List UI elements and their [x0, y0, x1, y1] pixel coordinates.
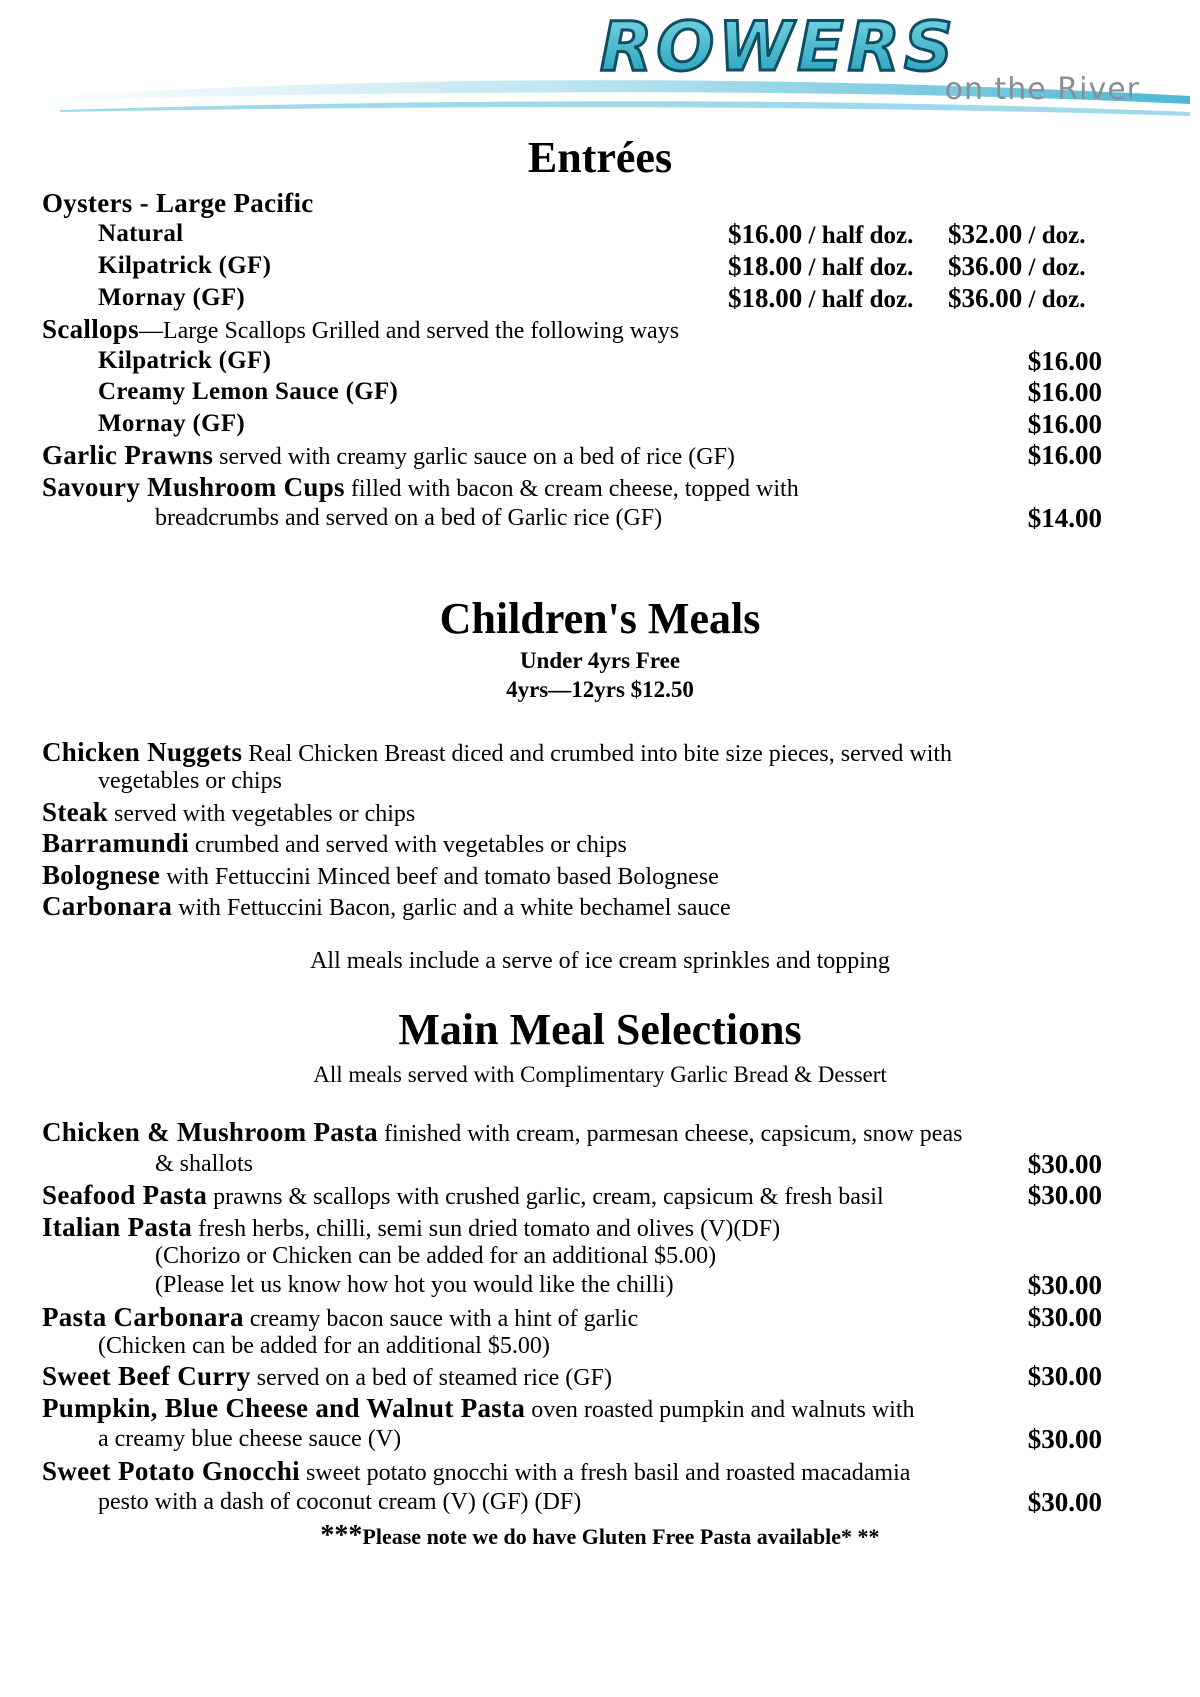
oyster-row	[98, 218, 1102, 250]
main-item-cont	[155, 1148, 1102, 1180]
children-note: All meals include a serve of ice cream sprinkles and topping	[310, 948, 890, 974]
item-name: Sweet Potato Gnocchi	[42, 1456, 300, 1486]
item-desc: oven roasted pumpkin and walnuts with	[525, 1397, 915, 1423]
item-price: $30.00	[1027, 1180, 1102, 1210]
item-desc: with Fettuccini Bacon, garlic and a white bechamel sauce	[172, 895, 731, 921]
oysters-heading	[42, 187, 1102, 219]
item-desc: fresh herbs, chilli, semi sun dried tomato and olives (V)(DF)	[192, 1216, 781, 1242]
logo-wordmark: ROWERS	[600, 8, 957, 87]
main-item	[42, 1179, 1102, 1211]
item-name: Pasta Carbonara	[42, 1302, 244, 1332]
oyster-name: Natural	[98, 220, 184, 247]
item-desc: with Fettuccini Minced beef and tomato based Bolognese	[160, 864, 719, 890]
oyster-half-price: $16.00 / half doz.	[728, 219, 914, 249]
item-name: Steak	[42, 797, 109, 827]
child-item	[42, 796, 1102, 828]
item-price: $14.00	[1027, 503, 1102, 533]
logo-subtitle: on the River	[944, 72, 1140, 107]
oyster-name: Mornay (GF)	[98, 284, 246, 311]
item-desc: finished with cream, parmesan cheese, capsicum, snow peas	[377, 1121, 963, 1147]
item-name: Garlic Prawns	[42, 440, 214, 470]
main-item-cont	[155, 1240, 1102, 1272]
item-price: $30.00	[1027, 1361, 1102, 1391]
item-desc: (Please let us know how hot you would like the chilli)	[155, 1272, 674, 1298]
child-item	[42, 859, 1102, 891]
child-item	[42, 736, 1102, 768]
children-sub2: 4yrs—12yrs $12.50	[506, 677, 694, 702]
item-desc: crumbed and served with vegetables or chips	[189, 832, 627, 858]
item-desc: a creamy blue cheese sauce (V)	[98, 1426, 402, 1452]
item-name: Italian Pasta	[42, 1212, 193, 1242]
main-item-cont	[98, 1330, 1102, 1362]
main-item-cont	[98, 1486, 1102, 1518]
item-desc: prawns & scallops with crushed garlic, cream, capsicum & fresh basil	[207, 1184, 884, 1210]
item-price: $30.00	[1027, 1270, 1102, 1300]
item-price: $16.00	[1027, 440, 1102, 470]
garlic-prawns-row	[42, 439, 1102, 471]
scallop-price: $16.00	[1027, 409, 1102, 439]
gluten-free-note	[0, 1520, 1200, 1552]
oyster-half-price: $18.00 / half doz.	[728, 283, 914, 313]
item-name: Seafood Pasta	[42, 1180, 208, 1210]
item-name: Savoury Mushroom Cups	[42, 472, 345, 502]
children-sub1: Under 4yrs Free	[519, 648, 681, 673]
main-item-cont	[98, 1423, 1102, 1455]
header-logo	[0, 0, 1200, 130]
item-desc: (Chorizo or Chicken can be added for an additional $5.00)	[155, 1243, 717, 1269]
item-desc: sweet potato gnocchi with a fresh basil and roasted macadamia	[299, 1460, 911, 1486]
oyster-dozen-price: $36.00 / doz.	[948, 283, 1086, 313]
mushroom-cups-row	[42, 471, 1102, 503]
item-desc: creamy bacon sauce with a hint of garlic	[243, 1306, 639, 1332]
item-name: Sweet Beef Curry	[42, 1361, 251, 1391]
item-desc: (Chicken can be added for an additional $5.00)	[98, 1333, 550, 1359]
main-item	[42, 1211, 1102, 1243]
item-desc: vegetables or chips	[98, 768, 282, 794]
logo-swoosh-graphic	[0, 0, 1200, 130]
oyster-row	[98, 282, 1102, 314]
oyster-row	[98, 250, 1102, 282]
item-name: Bolognese	[42, 860, 161, 890]
oyster-dozen-price: $32.00 / doz.	[948, 219, 1086, 249]
item-desc: Real Chicken Breast diced and crumbed into bite size pieces, served with	[242, 741, 953, 767]
item-desc: pesto with a dash of coconut cream (V) (GF) (DF)	[98, 1489, 582, 1515]
item-desc: filled with bacon & cream cheese, topped with	[344, 476, 799, 502]
gf-text: Please note we do have Gluten Free Pasta available* **	[362, 1524, 880, 1549]
main-item	[42, 1301, 1102, 1333]
item-desc: served with creamy garlic sauce on a bed of rice (GF)	[213, 444, 735, 470]
scallop-row	[98, 376, 1102, 408]
item-name: Pumpkin, Blue Cheese and Walnut Pasta	[42, 1393, 526, 1423]
scallop-row	[98, 345, 1102, 377]
main-item	[42, 1360, 1102, 1392]
item-price: $30.00	[1027, 1302, 1102, 1332]
item-price: $30.00	[1027, 1424, 1102, 1454]
scallop-name: Creamy Lemon Sauce (GF)	[98, 378, 399, 405]
item-name: Carbonara	[42, 891, 173, 921]
item-desc: served with vegetables or chips	[108, 801, 416, 827]
main-item	[42, 1455, 1102, 1487]
item-price: $30.00	[1027, 1149, 1102, 1179]
child-item	[42, 827, 1102, 859]
scallops-desc: —Large Scallops Grilled and served the following ways	[138, 318, 680, 344]
mains-subtitle: All meals served with Complimentary Garlic Bread & Dessert	[313, 1062, 887, 1087]
entrees-title: Entrées	[527, 133, 673, 182]
scallop-row	[98, 408, 1102, 440]
item-name: Barramundi	[42, 828, 190, 858]
mushroom-cups-row-2	[155, 502, 1102, 534]
child-item-cont	[98, 765, 1102, 797]
scallop-price: $16.00	[1027, 346, 1102, 376]
oyster-dozen-price: $36.00 / doz.	[948, 251, 1086, 281]
oysters-name: Oysters - Large Pacific	[42, 188, 314, 218]
gf-stars: ***	[320, 1520, 363, 1551]
item-desc: served on a bed of steamed rice (GF)	[250, 1365, 612, 1391]
oyster-half-price: $18.00 / half doz.	[728, 251, 914, 281]
scallop-name: Kilpatrick (GF)	[98, 347, 272, 374]
item-name: Chicken & Mushroom Pasta	[42, 1117, 378, 1147]
main-item-cont	[155, 1269, 1102, 1301]
scallop-name: Mornay (GF)	[98, 410, 246, 437]
oyster-name: Kilpatrick (GF)	[98, 252, 272, 279]
main-item	[42, 1116, 1102, 1148]
item-price: $30.00	[1027, 1487, 1102, 1517]
item-name: Chicken Nuggets	[42, 737, 243, 767]
item-desc: breadcrumbs and served on a bed of Garlic rice (GF)	[155, 505, 663, 531]
scallops-name: Scallops	[42, 314, 139, 344]
item-desc: & shallots	[155, 1151, 254, 1177]
scallops-heading	[42, 313, 1102, 345]
main-item	[42, 1392, 1102, 1424]
children-title: Children's Meals	[439, 594, 761, 643]
mains-title: Main Meal Selections	[398, 1005, 802, 1054]
child-item	[42, 890, 1102, 922]
scallop-price: $16.00	[1027, 377, 1102, 407]
